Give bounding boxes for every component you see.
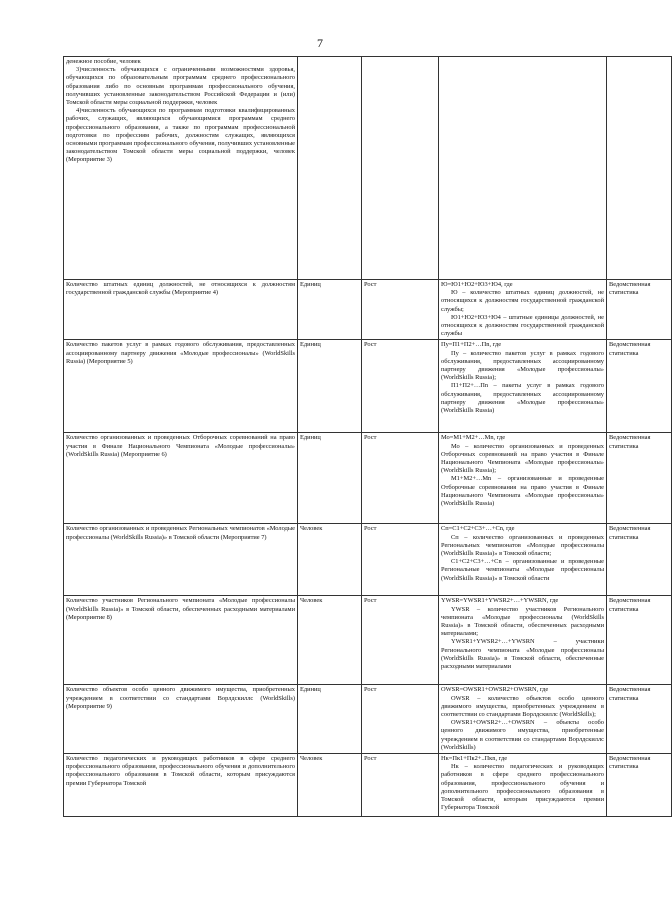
cell-line: OWSR1+OWSR2+…+OWSRN – объекты особо ценного движимого имущества, приобретенные учреждением в соответствии со стандартами Ворлдскиллс (WorldSkills) [441, 719, 604, 751]
table-row [64, 340, 672, 433]
table-row [64, 524, 672, 596]
cell-line: Мо – количество организованных и проведенных Отборочных соревнований на право участия в Финале Национального Чемпионата «Молодые профессионалы» (WorldSkills Russia); [441, 442, 604, 475]
cell-line: Количество пакетов услуг в рамках годового обслуживания, предоставленных ассоциированному партнеру движения «Молодые профессионалы» (WorldSkills Russia) (Мероприятие 5) [66, 341, 295, 365]
cell-line: П1+П2+…Пn – пакеты услуг в рамках годового обслуживания, предоставленных ассоциированному партнеру движения «Молодые профессионалы» (WorldSkills Russia) [441, 382, 604, 415]
cell-line: Количество участников Регионального чемпионата «Молодые профессионалы (WorldSkills Russia)» в Томской области, обеспеченных расходными материалами (Мероприятие 8) [66, 597, 295, 621]
unit-cell [298, 280, 362, 340]
cell-line: Человек [300, 525, 323, 533]
source-cell [607, 280, 672, 340]
cell-line: Рост [364, 525, 377, 533]
cell-line: Ю – количество штатных единиц должностей, не относящихся к должностям государственной гражданской службы; [441, 289, 604, 313]
formula-cell [439, 596, 607, 685]
formula-cell [439, 754, 607, 817]
cell-line: Ведомственная статистика [609, 755, 651, 771]
cell-line: OWSR=OWSR1+OWSR2+OWSRN, где [441, 686, 549, 694]
source-cell [607, 433, 672, 524]
table-row [64, 433, 672, 524]
cell-line: YWSR – количество участников Регионального чемпионата «Молодые профессионалы (WorldSkills Russia)» в Томской области, обеспеченных расходными материалами; [441, 605, 604, 638]
cell-line: YWSR=YWSR1+YWSR2+…+YWSRN, где [441, 597, 559, 605]
cell-line: Ведомственная статистика [609, 341, 651, 357]
cell-line: Мо=М1+М2+…Мn, где [441, 434, 506, 442]
direction-cell [362, 685, 439, 754]
unit-cell [298, 596, 362, 685]
cell-line: Количество объектов особо ценного движимого имущества, приобретенных учреждением в соответствии со стандартами Ворлдскиллс (WorldSkills) (Мероприятие 9) [66, 686, 295, 710]
cell-line: Единиц [300, 686, 321, 694]
cell-line: Рост [364, 597, 377, 605]
direction-cell [362, 280, 439, 340]
cell-line: Ю1+Ю2+Ю3+Ю4 – штатные единицы должностей, не относящихся к должностям государственной гражданской службы [441, 313, 604, 338]
cell-line: Ведомственная статистика [609, 597, 651, 613]
cell-line: Сп – количество организованных и проведенных Региональных чемпионатов «Молодые профессионалы (WorldSkills Russia)» в Томской области; [441, 533, 604, 558]
source-cell [607, 596, 672, 685]
direction-cell [362, 754, 439, 817]
indicator-name-cell [64, 596, 298, 685]
unit-cell [298, 57, 362, 280]
cell-line: Единиц [300, 281, 321, 288]
indicator-name-cell [64, 685, 298, 754]
table-row [64, 280, 672, 340]
source-cell [607, 754, 672, 817]
source-cell [607, 685, 672, 754]
cell-line: Единиц [300, 341, 321, 349]
direction-cell [362, 57, 439, 280]
cell-line: Ведомственная статистика [609, 686, 651, 702]
cell-line: OWSR – количество объектов особо ценного движимого имущества, приобретенных учреждением в соответствии со стандартами Ворлдскиллс (WorldSkills); [441, 694, 604, 719]
indicator-name-cell [64, 280, 298, 340]
table-row [64, 596, 672, 685]
table-row [64, 57, 672, 280]
formula-cell [439, 685, 607, 754]
formula-cell [439, 433, 607, 524]
indicator-name-cell [64, 433, 298, 524]
cell-line: Количество организованных и проведенных Региональных чемпионатов «Молодые профессионалы (WorldSkills Russia)» в Томской области (Мероприятие 7) [66, 525, 295, 541]
cell-line: Рост [364, 281, 377, 288]
cell-line: Ведомственная статистика [609, 281, 651, 297]
cell-line: Ю=Ю1+Ю2+Ю3+Ю4, где [441, 281, 513, 288]
direction-cell [362, 340, 439, 433]
source-cell [607, 340, 672, 433]
cell-line: Количество организованных и проведенных Отборочных соревнований на право участия в Финале Национального Чемпионата «Молодые профессионалы» (WorldSkills Russia) (Мероприятие 6) [66, 434, 295, 458]
table-row [64, 754, 672, 817]
cell-line: 3)численность обучающихся с ограниченными возможностями здоровья, обучающихся по образовательным программам среднего профессионального образования либо по основным программам профессионального обучения, получивших установленные законодательством Российской Федерации и (или) Томской области меры социальной поддержки, человек [66, 66, 295, 107]
table-row [64, 685, 672, 754]
cell-line: YWSR1+YWSR2+…+YWSRN – участники Регионального чемпионата «Молодые профессионалы (WorldSkills Russia)» в Томской области, обеспеченные расходными материалами [441, 638, 604, 671]
formula-cell [439, 280, 607, 340]
cell-line: Рост [364, 755, 377, 763]
cell-line: Единиц [300, 434, 321, 442]
page-number: 7 [317, 36, 323, 50]
unit-cell [298, 433, 362, 524]
cell-line: М1+М2+…Мn – организованные и проведенные Отборочные соревнования на право участия в Финале Национального Чемпионата «Молодые профессионалы» (WorldSkills Russia) [441, 475, 604, 508]
cell-line: Ведомственная статистика [609, 525, 651, 541]
indicator-name-cell [64, 524, 298, 596]
cell-line: Ведомственная статистика [609, 434, 651, 450]
direction-cell [362, 596, 439, 685]
formula-cell [439, 524, 607, 596]
indicator-name-cell [64, 57, 298, 280]
cell-line: Пу=П1+П2+…Пn, где [441, 341, 502, 349]
indicators-table [63, 56, 672, 817]
unit-cell [298, 754, 362, 817]
cell-line: Рост [364, 686, 377, 694]
cell-line: денежное пособие, человек [66, 58, 141, 65]
cell-line: Нк – количество педагогических и руководящих работников в сфере среднего профессионального образования, профессионального обучения и дополнительного профессионального образования в Томской области, которым присуждаются премии Губернатора Томской [441, 763, 604, 812]
cell-line: 4)численность обучающихся по программам подготовки квалифицированных рабочих, служащих, являющихся обучающимися программам среднего профессионального образования, а также по программам профессиональной подготовки по профессиям рабочих, должностям служащих, являющихся основными программам профессионального обучения, получивших установленные законодательством Томской области меры социальной поддержки, человек (Мероприятие 3) [66, 107, 295, 164]
cell-line: С1+С2+С3+…+Сn – организованные и проведенные Региональные чемпионаты «Молодые профессионалы (WorldSkills Russia)» в Томской области [441, 558, 604, 582]
cell-line: Нк=Пк1+Пк2+..Пкn, где [441, 755, 508, 763]
indicator-name-cell [64, 754, 298, 817]
unit-cell [298, 524, 362, 596]
cell-line: Количество педагогических и руководящих работников в сфере среднего профессионального образования, профессионального обучения и дополнительного профессионального образования в Томской области, которым присуждаются премии Губернатора Томской [66, 755, 295, 787]
cell-line: Количество штатных единиц должностей, не относящихся к должностям государственной гражданской службы (Мероприятие 4) [66, 281, 295, 297]
cell-line: Человек [300, 755, 323, 763]
formula-cell [439, 340, 607, 433]
direction-cell [362, 524, 439, 596]
cell-line: Рост [364, 434, 377, 442]
direction-cell [362, 433, 439, 524]
unit-cell [298, 340, 362, 433]
unit-cell [298, 685, 362, 754]
source-cell [607, 57, 672, 280]
cell-line: Пу – количество пакетов услуг в рамках годового обслуживания, предоставленных ассоциированному партнеру движения «Молодые профессионалы» (WorldSkills Russia); [441, 349, 604, 382]
cell-line: Человек [300, 597, 323, 605]
cell-line: Сп=С1+С2+С3+…+Сn, где [441, 525, 515, 533]
source-cell [607, 524, 672, 596]
cell-line: Рост [364, 341, 377, 349]
formula-cell [439, 57, 607, 280]
indicator-name-cell [64, 340, 298, 433]
